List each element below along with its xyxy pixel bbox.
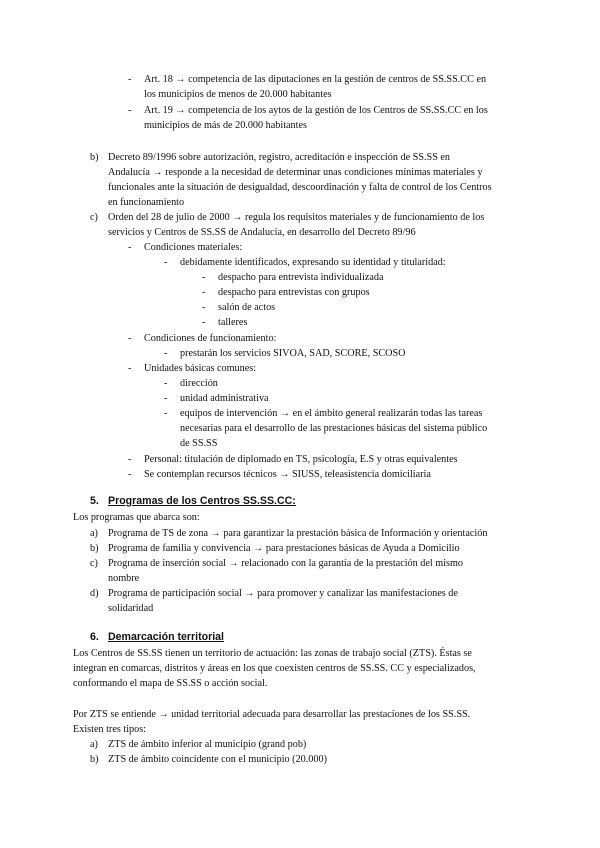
- dash-bullet: -: [128, 333, 132, 344]
- dash-bullet: -: [128, 363, 132, 374]
- list-marker: d): [90, 588, 99, 599]
- materiales-sub: debidamente identificados, expresando su identidad y titularidad:: [180, 257, 446, 268]
- list-marker: a): [90, 739, 98, 750]
- art18-line-1: Art. 18 → competencia de las diputaciones en la gestión de centros de SS.SS.CC en: [144, 74, 487, 85]
- programa-line: nombre: [108, 573, 140, 584]
- section-5-title: Programas de los Centros SS.SS.CC:: [108, 495, 296, 507]
- list-marker: b): [90, 754, 99, 765]
- dash-bullet: -: [164, 408, 168, 419]
- decreto-line-2: Andalucía → responde a la necesidad de determinar unas condiciones mínimas materiales y: [108, 167, 483, 178]
- decreto-line-3: funcionales ante la situación de desigualdad, descoordinación y falta de control de los Centros: [108, 182, 492, 193]
- orden-line-1: Orden del 28 de julio de 2000 → regula los requisitos materiales y de funcionamiento de los: [108, 212, 485, 223]
- materiales-label: Condiciones materiales:: [144, 242, 243, 253]
- dash-bullet: -: [128, 454, 132, 465]
- dash-bullet: -: [164, 348, 168, 359]
- personal-text: Personal: titulación de diplomado en TS, psicología, E.S y otras equivalentes: [144, 454, 458, 465]
- dash-bullet: -: [128, 74, 132, 85]
- programa-line: Programa de familia y convivencia → para prestaciones básicas de Ayuda a Domicilio: [108, 543, 460, 554]
- list-marker-b: b): [90, 152, 99, 163]
- dash-bullet: -: [128, 469, 132, 480]
- list-marker: c): [90, 558, 98, 569]
- zts-para-line: Por ZTS se entiende → unidad territorial adecuada para desarrollar las prestaciones de los SS.SS.: [73, 709, 471, 720]
- dash-bullet: -: [202, 302, 206, 313]
- dash-bullet: -: [164, 257, 168, 268]
- equipos-line-3: de SS.SS: [180, 438, 218, 449]
- zts-tipo: ZTS de ámbito coincidente con el municipio (20.000): [108, 754, 327, 765]
- equipos-line-1: equipos de intervención → en el ámbito general realizarán todas las tareas: [180, 408, 483, 419]
- art19-line-2: municipios de más de 20.000 habitantes: [144, 120, 307, 131]
- dash-bullet: -: [202, 287, 206, 298]
- decreto-line-1: Decreto 89/1996 sobre autorización, registro, acreditación e inspección de SS.SS en: [108, 152, 451, 163]
- dash-bullet: -: [202, 272, 206, 283]
- programa-line: Programa de participación social → para promover y canalizar las manifestaciones de: [108, 588, 458, 599]
- unidades-label: Unidades básicas comunes:: [144, 363, 257, 374]
- unidades-item: unidad administrativa: [180, 393, 269, 404]
- programa-line: Programa de TS de zona → para garantizar la prestación básica de Información y orientación: [108, 528, 488, 539]
- orden-line-2: servicios y Centros de SS.SS de Andalucía, en desarrollo del Decreto 89/96: [108, 227, 416, 238]
- demarcacion-para-line: conformando el mapa de SS.SS o acción social.: [73, 678, 268, 689]
- unidades-item: dirección: [180, 378, 218, 389]
- art18-line-2: los municipios de menos de 20.000 habitantes: [144, 89, 332, 100]
- decreto-line-4: en funcionamiento: [108, 197, 185, 208]
- materiales-item: salón de actos: [218, 302, 276, 313]
- equipos-line-2: necesarias para el desarrollo de las prestaciones básicas del sistema público: [180, 423, 488, 434]
- demarcacion-para-line: integran en comarcas, distritos y áreas en los que coexisten centros de SS.SS. CC y especializados,: [73, 663, 476, 674]
- programa-line: solidaridad: [108, 603, 154, 614]
- funcionamiento-label: Condiciones de funcionamiento:: [144, 333, 277, 344]
- dash-bullet: -: [202, 317, 206, 328]
- list-marker: b): [90, 543, 99, 554]
- art19-line-1: Art. 19 → competencia de los aytos de la gestión de los Centros de SS.SS.CC en los: [144, 105, 488, 116]
- list-marker-c: c): [90, 212, 98, 223]
- dash-bullet: -: [128, 105, 132, 116]
- materiales-item: despacho para entrevistas con grupos: [218, 287, 370, 298]
- dash-bullet: -: [128, 242, 132, 253]
- demarcacion-para-line: Los Centros de SS.SS tienen un territorio de actuación: las zonas de trabajo social (ZTS). Éstas se: [73, 648, 472, 659]
- programa-line: Programa de inserción social → relacionado con la garantía de la prestación del mismo: [108, 558, 464, 569]
- dash-bullet: -: [164, 378, 168, 389]
- section-5-number: 5.: [90, 495, 99, 507]
- zts-tipo: ZTS de ámbito inferior al municipio (grand pob): [108, 739, 307, 750]
- materiales-item: talleres: [218, 317, 248, 328]
- list-marker: a): [90, 528, 98, 539]
- zts-para-line: Existen tres tipos:: [73, 724, 147, 735]
- section-6-number: 6.: [90, 631, 99, 643]
- funcionamiento-sub: prestarán los servicios SIVOA, SAD, SCORE, SCOSO: [180, 348, 406, 359]
- dash-bullet: -: [164, 393, 168, 404]
- materiales-item: despacho para entrevista individualizada: [218, 272, 384, 283]
- section-6-title: Demarcación territorial: [108, 631, 224, 643]
- section-5-intro: Los programas que abarca son:: [73, 512, 200, 523]
- recursos-text: Se contemplan recursos técnicos → SIUSS, teleasistencia domiciliaria: [144, 469, 431, 480]
